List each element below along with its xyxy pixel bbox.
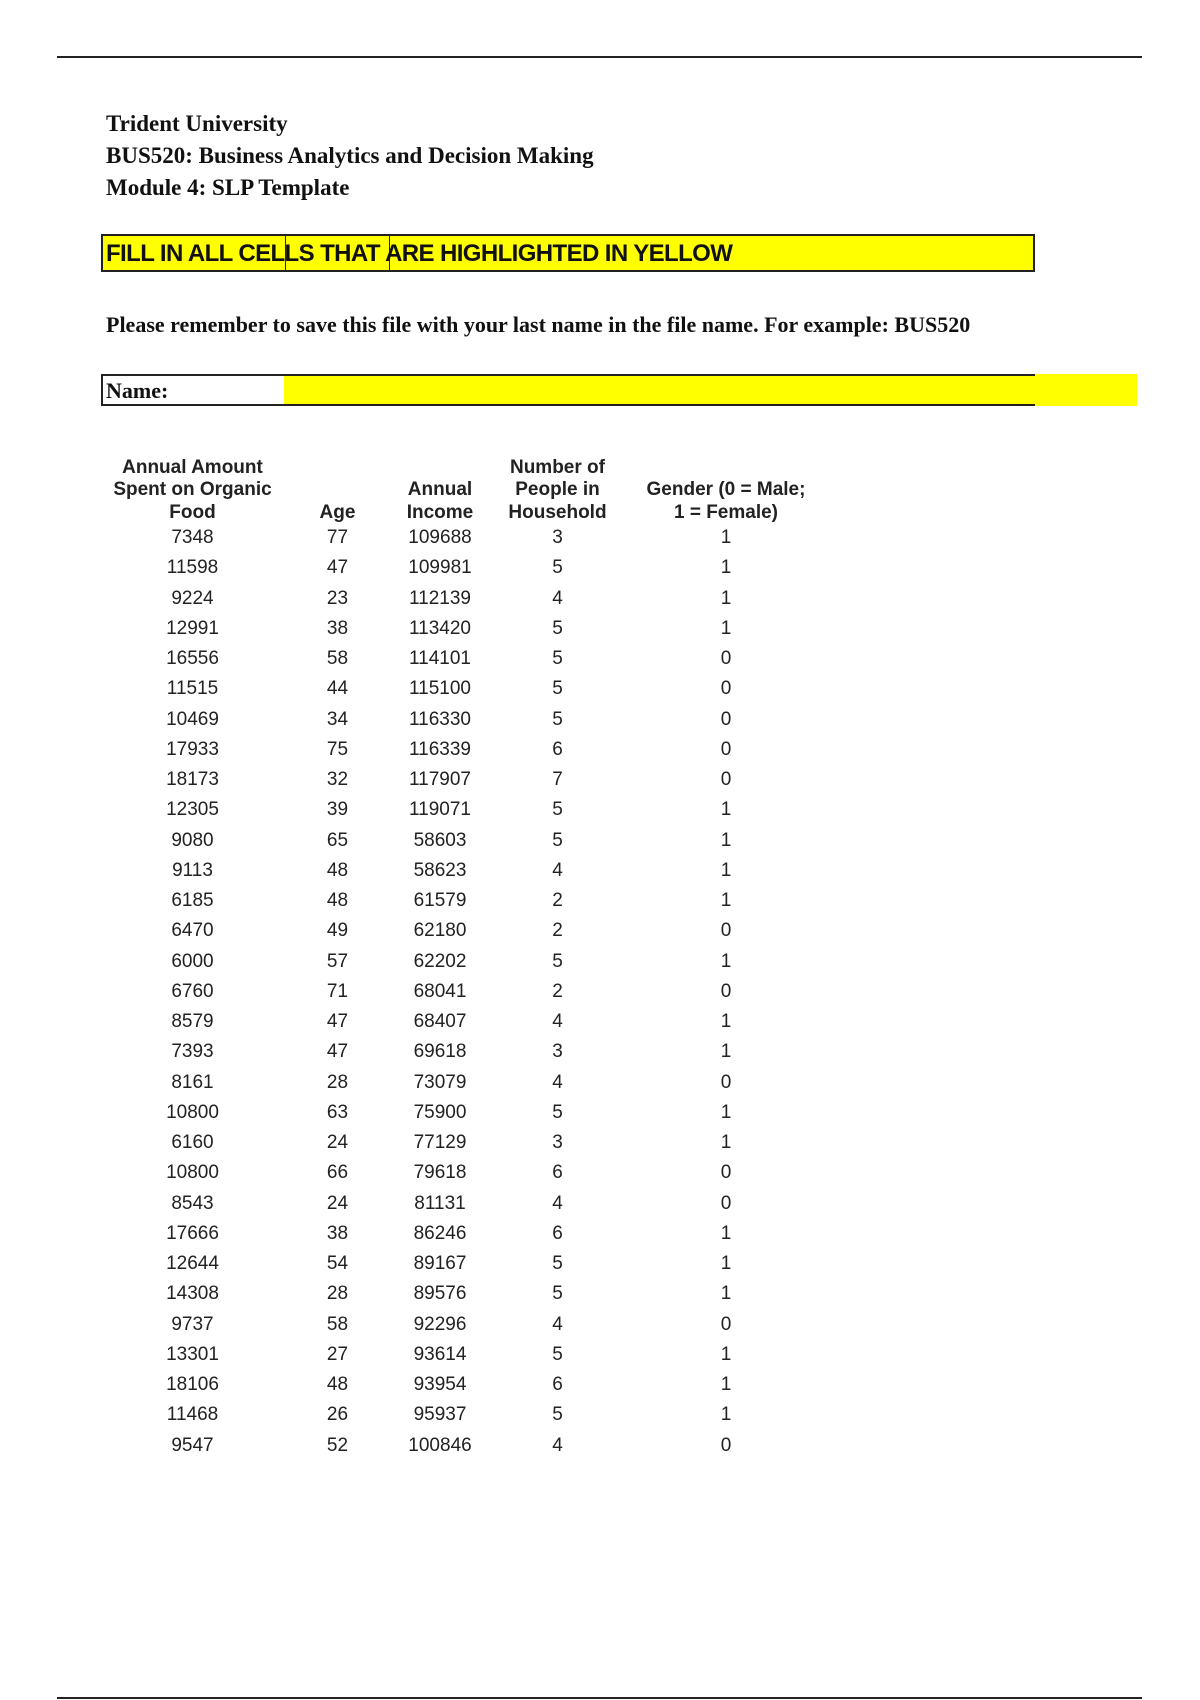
income-cell: 89576 [413,1283,467,1305]
gender-cell: 1 [720,557,732,579]
household-cell: 5 [552,1283,563,1305]
household-cell: 4 [552,1434,563,1456]
table-row [0,1219,1200,1249]
income-cell: 116339 [409,738,471,760]
gender-cell: 0 [720,708,732,730]
age-cell: 63 [326,1101,349,1123]
gender-cell: 1 [720,1343,732,1365]
household-cell: 5 [552,648,563,669]
income-cell: 61579 [413,890,467,911]
age-cell: 38 [326,1222,349,1244]
age-cell: 54 [326,1253,349,1274]
table-row [0,674,1200,704]
gender-cell: 0 [720,648,732,669]
data-table-body [0,523,1200,1461]
table-row [0,1158,1200,1188]
column-header-line: Income [406,501,474,523]
gender-cell: 1 [720,1283,732,1305]
age-cell: 39 [326,799,349,821]
household-cell: 7 [552,769,563,790]
gender-cell: 1 [720,1041,732,1063]
organic-food-cell: 6000 [171,950,214,972]
income-cell: 115100 [409,678,471,700]
age-cell: 24 [326,1132,349,1153]
household-cell: 5 [552,1253,563,1274]
income-cell: 68041 [413,980,467,1002]
gender-cell: 1 [720,1222,732,1244]
income-cell: 119071 [409,799,471,821]
organic-food-cell: 17666 [166,1222,219,1244]
name-input-cell-extension[interactable] [1035,374,1137,406]
gender-cell: 1 [720,859,732,881]
gender-cell: 1 [720,829,732,851]
organic-food-cell: 7348 [171,527,214,548]
household-cell: 5 [552,1343,563,1365]
household-cell: 5 [552,799,563,821]
household-cell: 5 [552,829,563,851]
income-cell: 116330 [409,708,471,730]
income-cell: 100846 [408,1434,472,1456]
column-header-line: Household [508,501,607,523]
gender-cell: 1 [720,617,732,639]
name-label-cell [101,374,286,406]
table-row [0,644,1200,674]
table-row [0,947,1200,977]
income-cell: 73079 [413,1071,467,1093]
household-cell: 4 [552,1011,563,1032]
age-cell: 32 [326,769,349,790]
organic-food-cell: 9113 [172,859,213,881]
household-cell: 2 [552,920,563,942]
table-row [0,1189,1200,1219]
age-cell: 28 [326,1071,349,1093]
gender-cell: 0 [720,678,732,700]
column-header-household [500,452,615,524]
column-header-organic-food [110,452,275,524]
age-cell: 47 [326,557,349,579]
income-cell: 92296 [413,1313,467,1335]
age-cell: 27 [326,1343,349,1365]
age-cell: 48 [326,1374,349,1395]
gender-cell: 1 [720,1404,732,1426]
table-row [0,977,1200,1007]
household-cell: 3 [552,1132,563,1153]
income-cell: 68407 [413,1011,467,1032]
age-cell: 24 [326,1192,349,1214]
table-row [0,705,1200,735]
age-cell: 58 [326,648,349,669]
organic-food-cell: 11515 [166,678,219,700]
age-cell: 75 [326,738,349,760]
table-row [0,856,1200,886]
household-cell: 2 [552,980,563,1002]
household-cell: 5 [552,617,563,639]
gender-cell: 0 [720,1434,732,1456]
household-cell: 5 [552,708,563,730]
organic-food-cell: 17933 [166,738,219,760]
organic-food-cell: 8161 [171,1071,214,1093]
gender-cell: 0 [720,1071,732,1093]
household-cell: 4 [552,587,563,609]
income-cell: 109688 [408,527,472,548]
instruction-banner-text: FILL IN ALL CELLS THAT ARE HIGHLIGHTED IN YELLOW [106,240,733,267]
income-cell: 89167 [413,1253,467,1274]
household-cell: 6 [552,1162,563,1184]
household-cell: 6 [552,738,563,760]
age-cell: 34 [326,708,349,730]
organic-food-cell: 9737 [171,1313,214,1335]
household-cell: 5 [552,678,563,700]
household-cell: 4 [552,1192,563,1214]
organic-food-cell: 18173 [166,769,219,790]
income-cell: 58603 [413,829,467,851]
name-input-cell[interactable] [284,374,1035,406]
organic-food-cell: 10800 [166,1101,219,1123]
income-cell: 112139 [409,587,471,609]
age-cell: 58 [326,1313,349,1335]
income-cell: 79618 [413,1162,467,1184]
table-row [0,1128,1200,1158]
table-row [0,1098,1200,1128]
column-header-line: Gender (0 = Male; [646,479,806,500]
column-header-line: Food [169,501,216,523]
age-cell: 52 [326,1434,349,1456]
table-row [0,886,1200,916]
organic-food-cell: 10469 [166,708,219,730]
gender-cell: 1 [720,1011,732,1032]
income-cell: 86246 [413,1222,467,1244]
organic-food-cell: 12644 [166,1253,219,1274]
age-cell: 28 [326,1283,349,1305]
table-row [0,614,1200,644]
organic-food-cell: 11468 [166,1404,219,1426]
table-row [0,1037,1200,1067]
organic-food-cell: 6185 [171,890,214,911]
household-cell: 2 [552,890,563,911]
gender-cell: 1 [720,1253,732,1274]
gender-cell: 1 [720,587,732,609]
income-cell: 75900 [413,1101,467,1123]
organic-food-cell: 13301 [166,1343,219,1365]
column-header-line: Age [319,501,356,523]
gender-cell: 0 [720,1192,732,1214]
age-cell: 49 [326,920,349,942]
age-cell: 47 [326,1011,349,1032]
age-cell: 44 [326,678,349,700]
course-title: BUS520: Business Analytics and Decision Making [106,143,594,168]
table-row [0,523,1200,553]
age-cell: 66 [326,1162,349,1184]
gender-cell: 0 [720,980,732,1002]
organic-food-cell: 18106 [166,1374,219,1395]
table-row [0,1249,1200,1279]
table-row [0,735,1200,765]
age-cell: 38 [326,617,349,639]
household-cell: 6 [552,1374,563,1395]
table-row [0,1310,1200,1340]
income-cell: 117907 [409,769,471,790]
bottom-rule [57,1697,1142,1699]
age-cell: 26 [326,1404,349,1426]
income-cell: 81131 [414,1192,466,1214]
column-header-annual-income [390,452,490,524]
household-cell: 6 [552,1222,563,1244]
income-cell: 69618 [413,1041,467,1063]
income-cell: 77129 [413,1132,467,1153]
name-label: Name: [106,378,169,403]
gender-cell: 0 [720,920,732,942]
instruction-banner [101,234,1035,272]
table-row [0,765,1200,795]
organic-food-cell: 16556 [166,648,219,669]
household-cell: 3 [552,527,563,548]
organic-food-cell: 6470 [171,920,214,942]
gender-cell: 0 [720,1313,732,1335]
organic-food-cell: 10800 [166,1162,219,1184]
household-cell: 5 [552,557,563,579]
university-title: Trident University [106,111,288,136]
table-row [0,1007,1200,1037]
gender-cell: 1 [720,1132,732,1153]
gender-cell: 0 [720,769,732,790]
save-reminder: Please remember to save this file with your last name in the file name. For example: BUS520 [106,312,971,337]
organic-food-cell: 9547 [171,1434,214,1456]
income-cell: 62202 [413,950,467,972]
organic-food-cell: 8579 [171,1011,214,1032]
income-cell: 93614 [413,1343,467,1365]
gender-cell: 1 [720,1374,732,1395]
organic-food-cell: 12991 [166,617,219,639]
age-cell: 77 [326,527,349,548]
table-row [0,916,1200,946]
organic-food-cell: 7393 [171,1041,214,1063]
column-header-line: People in [515,479,600,500]
income-cell: 114101 [409,648,471,669]
table-row [0,553,1200,583]
column-header-line: 1 = Female) [673,501,778,523]
gender-cell: 1 [720,890,732,911]
table-row [0,1400,1200,1430]
column-header-line: Number of [509,456,605,478]
table-row [0,1068,1200,1098]
income-cell: 113420 [409,617,471,639]
table-row [0,584,1200,614]
table-row [0,826,1200,856]
column-header-line: Annual Amount [122,456,263,478]
table-row [0,1340,1200,1370]
household-cell: 3 [552,1041,563,1063]
column-header-gender [630,452,822,524]
column-header-age [305,452,370,524]
table-row [0,1279,1200,1309]
household-cell: 5 [552,1404,563,1426]
organic-food-cell: 6160 [171,1132,214,1153]
age-cell: 48 [326,890,349,911]
column-header-line: Annual [407,479,473,500]
organic-food-cell: 6760 [171,980,214,1002]
table-row [0,1431,1200,1461]
module-title: Module 4: SLP Template [106,175,350,200]
age-cell: 23 [326,587,349,609]
table-row [0,795,1200,825]
household-cell: 5 [552,1101,563,1123]
table-row [0,1370,1200,1400]
age-cell: 71 [326,980,349,1002]
age-cell: 48 [326,859,349,881]
organic-food-cell: 8543 [171,1192,214,1214]
top-rule [57,56,1142,58]
gender-cell: 0 [720,1162,732,1184]
household-cell: 4 [552,1071,563,1093]
age-cell: 65 [326,829,349,851]
household-cell: 4 [552,859,563,881]
column-header-line: Spent on Organic [113,479,272,500]
organic-food-cell: 9080 [171,829,214,851]
gender-cell: 1 [720,950,732,972]
income-cell: 95937 [413,1404,467,1426]
income-cell: 62180 [413,920,467,942]
income-cell: 93954 [413,1374,467,1395]
household-cell: 5 [552,950,563,972]
age-cell: 47 [326,1041,349,1063]
organic-food-cell: 9224 [171,587,214,609]
gender-cell: 1 [720,799,732,821]
gender-cell: 1 [720,527,732,548]
income-cell: 58623 [413,859,467,881]
income-cell: 109981 [408,557,472,579]
household-cell: 4 [552,1313,563,1335]
gender-cell: 1 [720,1101,732,1123]
organic-food-cell: 12305 [166,799,219,821]
organic-food-cell: 11598 [166,557,219,579]
age-cell: 57 [326,950,349,972]
gender-cell: 0 [720,738,732,760]
organic-food-cell: 14308 [166,1283,219,1305]
